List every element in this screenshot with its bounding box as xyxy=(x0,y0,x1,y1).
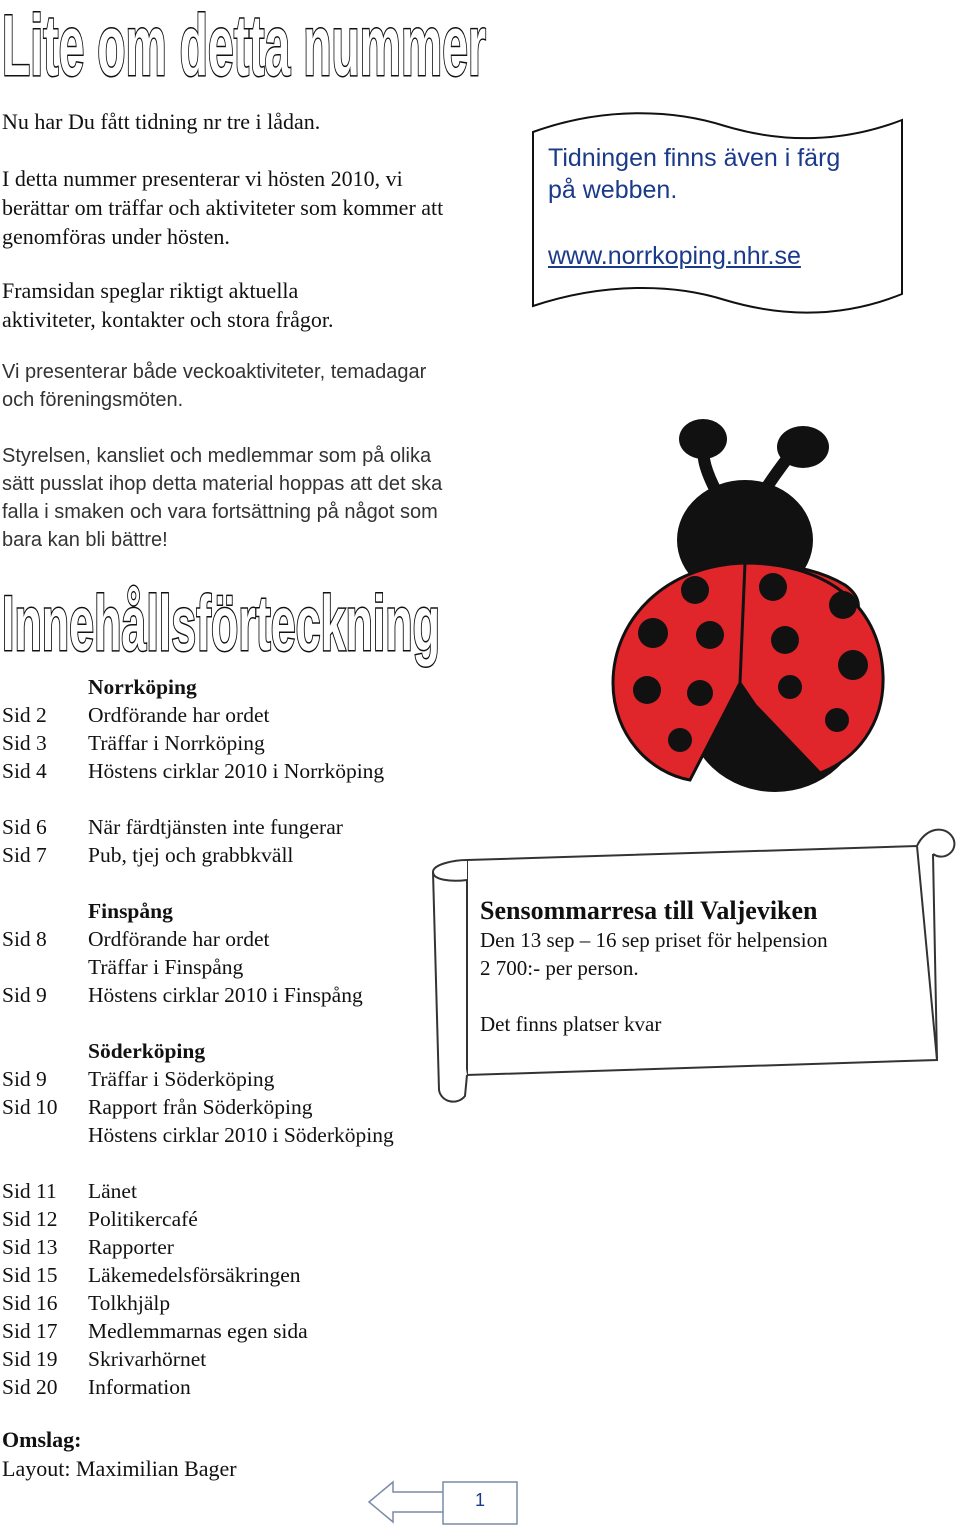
heading-intro xyxy=(0,0,500,94)
toc-section-name: Finspång xyxy=(88,899,173,923)
toc-title: Länet xyxy=(88,1179,137,1203)
credits-label: Omslag: xyxy=(2,1427,82,1452)
intro-paragraph-4 xyxy=(2,358,426,414)
intro-line: Vi presenterar både veckoaktiviteter, temadagar xyxy=(2,361,427,383)
web-link[interactable]: www.norrkoping.nhr.se xyxy=(548,242,801,270)
toc-title: Pub, tjej och grabbkväll xyxy=(88,843,294,867)
intro-line: I detta nummer presenterar vi hösten 2010, vi xyxy=(2,166,403,191)
trip-dates: Den 13 sep – 16 sep priset för helpension xyxy=(480,928,828,952)
toc-page: Sid 16 xyxy=(2,1291,58,1315)
toc-page: Sid 19 xyxy=(2,1347,58,1371)
toc-page: Sid 6 xyxy=(2,815,47,839)
web-box-line: på webben. xyxy=(548,176,678,204)
credits xyxy=(2,1425,237,1483)
toc-title: Skrivarhörnet xyxy=(88,1347,207,1371)
toc-title: Träffar i Söderköping xyxy=(88,1067,275,1091)
intro-line: Styrelsen, kansliet och medlemmar som på olika xyxy=(2,445,432,467)
toc-title: När färdtjänsten inte fungerar xyxy=(88,815,343,839)
toc-title: Träffar i Finspång xyxy=(88,955,244,979)
web-box-line: Tidningen finns även i färg xyxy=(548,144,841,172)
toc-page: Sid 7 xyxy=(2,843,47,867)
toc-title: Rapport från Söderköping xyxy=(88,1095,313,1119)
heading-toc xyxy=(0,572,450,672)
trip-availability: Det finns platser kvar xyxy=(480,1012,662,1036)
intro-line: falla i smaken och vara fortsättning på något som xyxy=(2,501,438,523)
web-box xyxy=(548,142,840,272)
toc-page: Sid 20 xyxy=(2,1375,58,1399)
toc-section-name: Norrköping xyxy=(88,675,197,699)
intro-line: aktiviteter, kontakter och stora frågor. xyxy=(2,307,334,332)
toc-page: Sid 4 xyxy=(2,759,47,783)
intro-paragraph-1 xyxy=(2,107,320,136)
toc-page: Sid 10 xyxy=(2,1095,58,1119)
intro-line: Nu har Du fått tidning nr tre i lådan. xyxy=(2,109,321,134)
toc-title: Ordförande har ordet xyxy=(88,927,270,951)
toc-section-name: Söderköping xyxy=(88,1039,206,1063)
toc-title: Höstens cirklar 2010 i Finspång xyxy=(88,983,363,1007)
toc-title: Ordförande har ordet xyxy=(88,703,270,727)
heading-intro-text: Lite om detta nummer xyxy=(2,0,486,94)
toc-page: Sid 15 xyxy=(2,1263,58,1287)
toc-title: Information xyxy=(88,1375,191,1399)
intro-line: och föreningsmöten. xyxy=(2,389,184,411)
toc-title: Träffar i Norrköping xyxy=(88,731,265,755)
intro-paragraph-5 xyxy=(2,442,442,554)
intro-line: sätt pusslat ihop detta material hoppas att det ska xyxy=(2,473,443,495)
intro-paragraph-3 xyxy=(2,276,333,334)
toc-page: Sid 3 xyxy=(2,731,47,755)
toc-page: Sid 17 xyxy=(2,1319,58,1343)
credits-layout: Layout: Maximilian Bager xyxy=(2,1456,237,1481)
toc-title: Tolkhjälp xyxy=(88,1291,171,1315)
toc-title: Medlemmarnas egen sida xyxy=(88,1319,308,1343)
toc-title: Läkemedelsförsäkringen xyxy=(88,1263,301,1287)
toc-page: Sid 12 xyxy=(2,1207,58,1231)
toc-page: Sid 13 xyxy=(2,1235,58,1259)
toc-page: Sid 11 xyxy=(2,1179,57,1203)
trip-title: Sensommarresa till Valjeviken xyxy=(480,896,818,925)
toc-page: Sid 9 xyxy=(2,983,47,1007)
intro-line: bara kan bli bättre! xyxy=(2,529,168,551)
intro-line: berättar om träffar och aktiviteter som kommer att xyxy=(2,195,444,220)
ladybug-illustration xyxy=(605,415,905,810)
toc-page: Sid 8 xyxy=(2,927,47,951)
heading-toc-text: Innehållsförteckning xyxy=(2,579,440,667)
page-number: 1 xyxy=(474,1490,485,1510)
toc-title: Höstens cirklar 2010 i Söderköping xyxy=(88,1123,394,1147)
intro-line: Framsidan speglar riktigt aktuella xyxy=(2,278,299,303)
toc-title: Politikercafé xyxy=(88,1207,198,1231)
intro-paragraph-2 xyxy=(2,164,443,251)
toc-title: Höstens cirklar 2010 i Norrköping xyxy=(88,759,385,783)
toc-title: Rapporter xyxy=(88,1235,174,1259)
toc-page: Sid 2 xyxy=(2,703,47,727)
intro-line: genomföras under hösten. xyxy=(2,224,230,249)
toc-page: Sid 9 xyxy=(2,1067,47,1091)
scroll-banner xyxy=(480,896,828,1038)
trip-price: 2 700:- per person. xyxy=(480,956,639,980)
